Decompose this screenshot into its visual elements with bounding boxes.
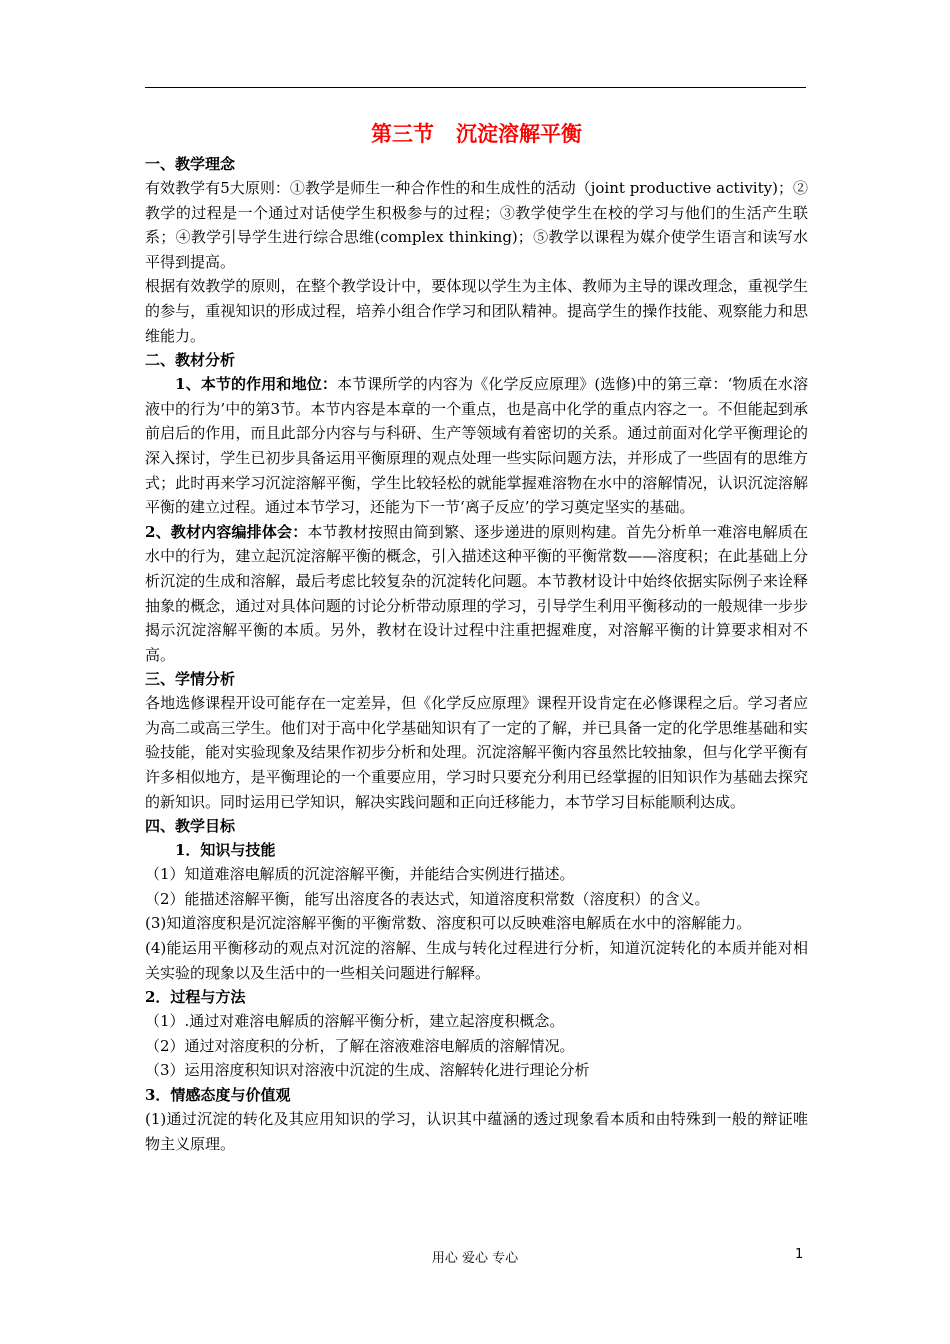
- paragraph: 根据有效教学的原则，在整个教学设计中，要体现以学生为主体、教师为主导的课改理念，重视学生的参与，重视知识的形成过程，培养小组合作学习和团队精神。提高学生的操作技能、观察能力和思维能力。: [145, 277, 808, 345]
- list-item: (3)知道溶度积是沉淀溶解平衡的平衡常数、溶度积可以反映难溶电解质在水中的溶解能力。: [145, 914, 752, 933]
- paragraph-label: 2、教材内容编排体会：: [145, 522, 308, 541]
- list-item: (1)通过沉淀的转化及其应用知识的学习，认识其中蕴涵的透过现象看本质和由特殊到一般的辩证唯物主义原理。: [145, 1110, 808, 1153]
- paragraph-label: 1、本节的作用和地位：: [175, 375, 337, 394]
- list-item: （3）运用溶度积知识对溶液中沉淀的生成、溶解转化进行理论分析: [145, 1061, 590, 1080]
- list-item: （2）通过对溶度积的分析，了解在溶液难溶电解质的溶解情况。: [145, 1036, 575, 1055]
- section-heading-teaching-goals: 四、教学目标: [145, 817, 236, 836]
- paragraph-text: 本节教材按照由简到繁、逐步递进的原则构建。首先分析单一难溶电解质在水中的行为，建立起沉淀溶解平衡的概念，引入描述这种平衡的平衡常数——溶度积；在此基础上分析沉淀的生成和溶解，最后考虑比较复杂的沉淀转化问题。本节教材设计中始终依据实际例子来诠释抽象的概念，通过对具体问题的讨论分析带动原理的学习，引导学生利用平衡移动的一般规律一步步揭示沉淀溶解平衡的本质。另外，教材在设计过程中注重把握难度，对溶解平衡的计算要求相对不高。: [145, 522, 808, 664]
- subheading-attitudes-values: 3．情感态度与价值观: [145, 1086, 291, 1104]
- header-rule: [145, 87, 806, 88]
- list-item: （1）知道难溶电解质的沉淀溶解平衡，并能结合实例进行描述。: [145, 865, 575, 884]
- paragraph: 有效教学有5大原则：①教学是师生一种合作性的和生成性的活动（joint productive activity)；②教学的过程是一个通过对话使学生积极参与的过程；③教学使学生在校的学习与他们的生活产生联系；④教学引导学生进行综合思维(complex thinking)；⑤教学以课程为媒介使学生语言和读写水平得到提高。: [145, 179, 808, 271]
- section-heading-learner-analysis: 三、学情分析: [145, 670, 236, 689]
- list-item: （2）能描述溶解平衡，能写出溶度各的表达式，知道溶度积常数（溶度积）的含义。: [145, 889, 710, 908]
- page-title: 第三节 沉淀溶解平衡: [371, 121, 582, 146]
- paragraph: 各地选修课程开设可能存在一定差异，但《化学反应原理》课程开设肯定在必修课程之后。学习者应为高二或高三学生。他们对于高中化学基础知识有了一定的了解，并已具备一定的化学思维基础和实验技能，能对实验现象及结果作初步分析和处理。沉淀溶解平衡内容虽然比较抽象，但与化学平衡有许多相似地方，是平衡理论的一个重要应用，学习时只要充分利用已经掌握的旧知识作为基础去探究的新知识。同时运用已学知识，解决实践问题和正向迁移能力，本节学习目标能顺利达成。: [145, 694, 808, 811]
- document-body: [145, 118, 808, 1156]
- subheading-process-methods: 2．过程与方法: [145, 988, 246, 1007]
- list-item: （1）.通过对难溶电解质的溶解平衡分析，建立起溶度积概念。: [145, 1012, 565, 1031]
- list-item: (4)能运用平衡移动的观点对沉淀的溶解、生成与转化过程进行分析，知道沉淀转化的本质并能对相关实验的现象以及生活中的一些相关问题进行解释。: [145, 939, 808, 982]
- subheading-knowledge-skills: 1．知识与技能: [175, 841, 276, 860]
- section-heading-teaching-philosophy: 一、教学理念: [145, 155, 236, 173]
- page-number: 1: [795, 1247, 804, 1262]
- section-heading-textbook-analysis: 二、教材分析: [145, 351, 236, 370]
- footer-slogan: 用心 爱心 专心: [431, 1251, 519, 1266]
- paragraph: [145, 372, 808, 520]
- paragraph-text: 本节课所学的内容为《化学反应原理》(选修)中的第三章：‘物质在水溶液中的行为’中的第3节。本节内容是本章的一个重点，也是高中化学的重点内容之一。不但能起到承前启后的作用，而且此部分内容与与科研、生产等领域有着密切的关系。通过前面对化学平衡理论的深入探讨，学生已初步具备运用平衡原理的观点处理一些实际问题方法，并形成了一些固有的思维方式；此时再来学习沉淀溶解平衡，学生比较轻松的就能掌握难溶物在水中的溶解情况，认识沉淀溶解平衡的建立过程。通过本节学习，还能为下一节‘离子反应’的学习奠定坚实的基础。: [145, 375, 808, 517]
- paragraph: [145, 520, 808, 668]
